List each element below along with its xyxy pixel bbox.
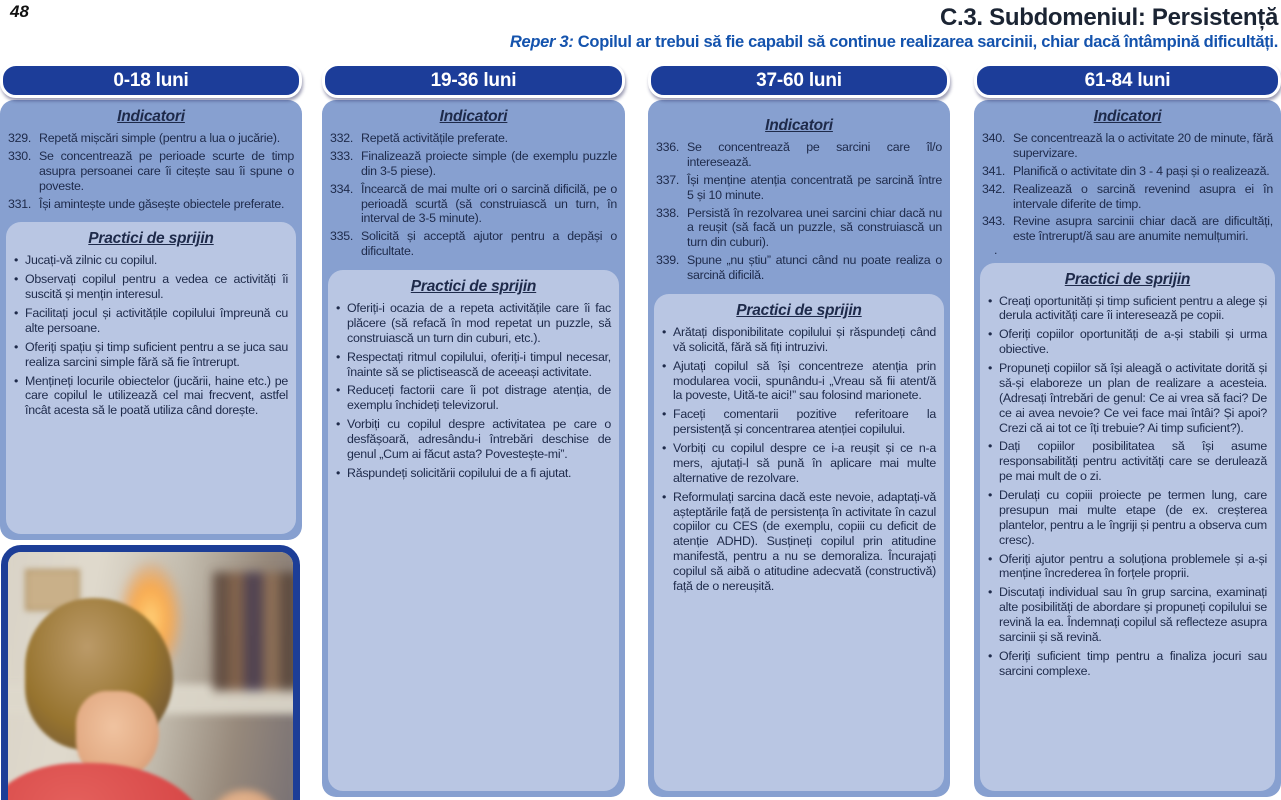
practices-panel: [654, 294, 944, 791]
age-header-label: 19-36 luni: [430, 69, 517, 91]
practice-item: • Răspundeți solicitării copilului de a fi ajutat.: [336, 466, 611, 481]
indicator-item: 329. Repetă mișcări simple (pentru a lua o jucărie).: [8, 131, 280, 145]
indicators-heading: Indicatori: [439, 108, 508, 125]
practice-item: • Faceți comentarii pozitive referitoare la persistență și concentrarea atenției copilului.: [662, 407, 936, 437]
indicator-item: 331. Își amintește unde găsește obiectele preferate.: [8, 196, 285, 211]
practice-item: • Jucați-vă zilnic cu copilul.: [14, 253, 288, 268]
indicators-heading: Indicatori: [117, 108, 185, 125]
age-header-label: 61-84 luni: [1084, 69, 1171, 91]
page-title: C.3. Subdomeniul: Persistență: [939, 4, 1278, 31]
age-header-pill: [0, 63, 302, 98]
practice-item: • Discutați individual sau în grup sarcina, examinați alte posibilități de abordare și propuneți copilului se revină la ea. Îndemnați copilul să reflecteze asupra sarcinii și să revină.: [988, 585, 1267, 645]
indicators-heading: Indicatori: [1093, 108, 1162, 125]
age-header-pill: [974, 63, 1281, 98]
practice-item: • Creați oportunități și timp suficient pentru a alege și derula activități care îi interesează pe copii.: [988, 294, 1267, 324]
indicator-item: 333. Finalizează proiecte simple (de exemplu puzzle din 3-5 piese).: [330, 148, 617, 178]
practice-item: • Oferiți suficient timp pentru a finaliza jocuri sau sarcini complexe.: [988, 649, 1267, 679]
practice-item: • Facilitați jocul și activitățile copilului împreună cu alte persoane.: [14, 306, 288, 336]
indicator-item: 338. Persistă în rezolvarea unei sarcini chiar dacă nu a reușit (să facă un puzzle, să construiască un turn din cuburi).: [656, 205, 942, 250]
indicator-item: 342. Realizează o sarcină revenind asupra ei în intervale diferite de timp.: [982, 181, 1273, 211]
indicator-item: 330. Se concentrează pe perioade scurte de timp asupra persoanei care îi citește sau îi spune o poveste.: [8, 148, 294, 193]
practice-item: • Reduceți factorii care îi pot distrage atenția, de exemplu închideți televizorul.: [336, 383, 611, 413]
indicator-item: 335. Solicită și acceptă ajutor pentru a depăși o dificultate.: [330, 229, 617, 259]
indicator-item: 340. Se concentrează la o activitate 20 de minute, fără supervizare.: [982, 131, 1273, 160]
practice-item: • Observați copilul pentru a vedea ce activități îi suscită și mențin interesul.: [14, 272, 288, 302]
age-header-label: 37-60 luni: [756, 69, 842, 91]
indicator-item: 343. Revine asupra sarcinii chiar dacă are dificultăți, este întrerupt/ă sau are anumite nemulțumiri.: [982, 214, 1273, 244]
indicator-item: 336. Se concentrează pe sarcini care îl/o interesează.: [656, 140, 942, 169]
indicator-item: 332. Repetă activitățile preferate.: [330, 131, 508, 145]
practice-item: • Respectați ritmul copilului, oferiți-i timpul necesar, înainte să se plictisească de aceeași activitate.: [336, 350, 611, 380]
reper-label: Reper 3:: [509, 33, 574, 51]
practice-item: • Mențineți locurile obiectelor (jucării, haine etc.) pe care copilul le utilizează cel mai frecvent, astfel încât acesta să le poată utiliza când dorește.: [14, 374, 288, 419]
practice-item: • Vorbiți cu copilul despre ce i-a reușit și ce n-a mers, ajutați-l să pună în aplicare mai multe alternative de rezolvare.: [662, 441, 936, 486]
indicators-section: [648, 100, 950, 294]
page-number: 48: [10, 2, 29, 21]
practice-item: • Derulați cu copiii proiecte pe termen lung, care presupun mai multe etape (de ex. creșterea plantelor, pentru a le îngriji și pentru a observa cum cresc).: [988, 488, 1267, 548]
practice-item: • Oferiți spațiu și timp suficient pentru a se juca sau realiza sarcini simple fără să fie întrerupt.: [14, 340, 288, 370]
photo-books: [213, 572, 299, 691]
practice-item: • Oferiți copiilor oportunități de a-și stabili și urma obiective.: [988, 327, 1267, 357]
age-header-label: 0-18 luni: [113, 69, 189, 91]
indicator-item: 339. Spune „nu știu” atunci când nu poate realiza o sarcină dificilă.: [656, 253, 942, 282]
indicators-section: [974, 100, 1281, 263]
practice-item: • Dați copiilor posibilitatea să își asume responsabilități pentru activități care se derulează pe mai mult de o zi.: [988, 439, 1267, 484]
practices-panel: [6, 222, 296, 534]
practice-item: • Oferiți ajutor pentru a soluționa problemele și a-și menține încrederea în forțele proprii.: [988, 552, 1267, 582]
column-body: [322, 100, 625, 797]
photo-child-playing-blocks: [1, 545, 300, 800]
practices-heading: Practici de sprijin: [88, 230, 214, 248]
age-header-pill: [322, 63, 625, 98]
indicator-item: 341. Planifică o activitate din 3 - 4 pași și o realizează.: [982, 163, 1270, 178]
practices-heading: Practici de sprijin: [410, 278, 537, 295]
age-column-19-36: [322, 63, 625, 800]
practice-item: • Oferiți-i ocazia de a repeta activitățile care îi fac plăcere (să refacă în mod repetat un puzzle, să construiască un turn din cuburi, etc.).: [336, 301, 611, 346]
age-header-pill: [648, 63, 950, 98]
stray-dot: .: [994, 243, 998, 258]
column-body: [0, 100, 302, 540]
age-column-37-60: [648, 63, 950, 800]
practice-item: • Vorbiți cu copilul despre activitatea pe care o desfășoară, adresându-i întrebări deschise de genul „Cum ai făcut asta? Povestește-mi”.: [336, 417, 611, 462]
practice-item: • Propuneți copiilor să își aleagă o activitate dorită și să-și elaboreze un plan de realizare a acesteia. (Adresați întrebări de genul: Ce ai vrea să faci? De ce ai avea nevoie? Ce vei face mai întâi? Și apoi? Crezi că ai tot ce îți trebuie? Ai timp suficient?).: [988, 361, 1267, 435]
indicator-item: 337. Își menține atenția concentrată pe sarcină între 5 și 10 minute.: [656, 172, 942, 202]
indicators-section: [322, 100, 625, 270]
column-body: [974, 100, 1281, 797]
age-column-61-84: [974, 63, 1281, 800]
practice-item: • Reformulați sarcina dacă este nevoie, adaptați-vă așteptările față de persistența în activitate în cazul copiilor cu CES (de exemplu, copiii cu deficit de atenție ADHD). Susțineți copilul prin atitudine manifestă, pentru a nu se demoraliza. Încurajați copilul să aibă o atitudine adecvată (constructivă) față de o nereușită.: [662, 490, 936, 594]
practices-heading: Practici de sprijin: [736, 301, 862, 319]
indicators-heading: Indicatori: [765, 117, 833, 134]
indicators-section: [0, 100, 302, 222]
reper-text: Copilul ar trebui să fie capabil să continue realizarea sarcinii, chiar dacă întâmpină dificultăți.: [573, 33, 1278, 51]
practices-heading: Practici de sprijin: [1064, 270, 1191, 288]
practices-panel: [980, 263, 1275, 791]
age-column-0-18: [0, 63, 302, 800]
column-body: [648, 100, 950, 797]
practice-item: • Arătați disponibilitate copilului și răspundeți când vă solicită, fără să fiți intruzivi.: [662, 325, 936, 355]
practice-item: • Ajutați copilul să își concentreze atenția prin modularea vocii, spunându-i „Vreau să fii atent/ă la poveste, Uită-te aici!” sau folosind marionete.: [662, 359, 936, 404]
practices-panel: [328, 270, 619, 791]
indicator-item: 334. Încearcă de mai multe ori o sarcină dificilă, pe o perioadă scurtă (să construiască un turn, în interval de 3-5 minute).: [330, 181, 617, 226]
reper-subtitle: [510, 33, 1278, 52]
